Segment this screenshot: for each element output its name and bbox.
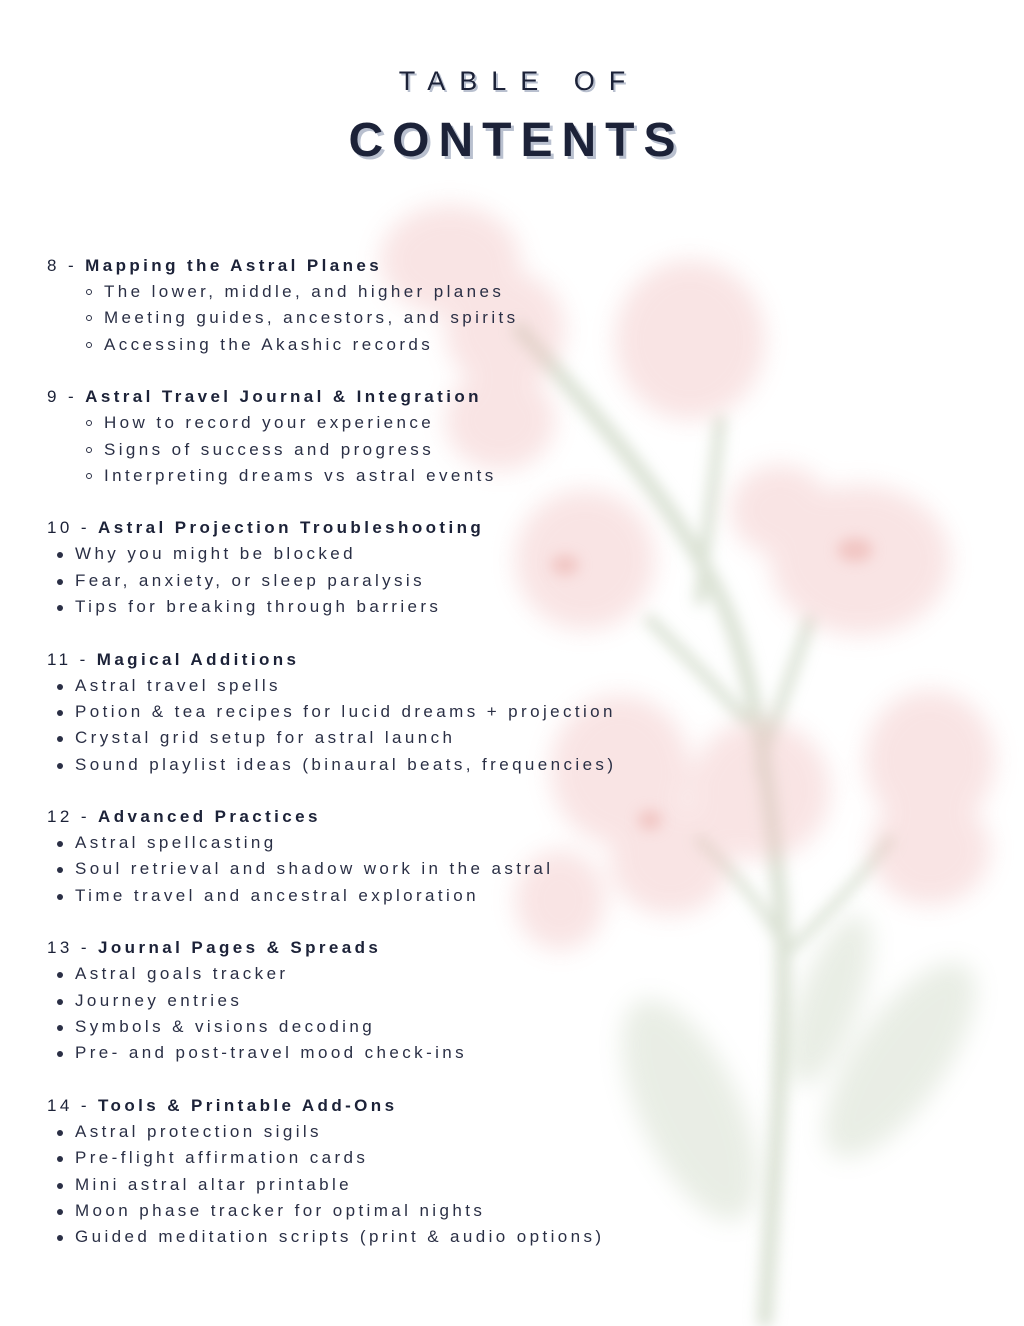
section-number: 9 xyxy=(47,387,60,407)
title-contents: CONTENTS xyxy=(348,114,685,167)
page-header xyxy=(0,66,1024,168)
section-items xyxy=(47,830,987,909)
list-item: Interpreting dreams vs astral events xyxy=(47,463,987,489)
section-number: 11 xyxy=(47,649,72,669)
list-item: Sound playlist ideas (binaural beats, frequencies) xyxy=(47,752,987,778)
section-items xyxy=(47,1119,987,1251)
section-title: Advanced Practices xyxy=(98,807,321,827)
list-item: Journey entries xyxy=(47,988,987,1014)
list-item: Pre- and post-travel mood check-ins xyxy=(47,1040,987,1066)
section-heading: 14 - Tools & Printable Add-Ons xyxy=(47,1095,398,1115)
toc-section-10 xyxy=(47,514,987,620)
section-items xyxy=(47,279,987,358)
title-table-of: TABLE OF xyxy=(398,66,640,96)
section-number: 8 xyxy=(47,256,60,275)
section-heading: 12 - Advanced Practices xyxy=(47,807,321,827)
list-item: The lower, middle, and higher planes xyxy=(47,279,987,305)
section-heading: 11 - Magical Additions xyxy=(47,649,300,669)
list-item: Astral travel spells xyxy=(47,673,987,699)
list-item: Moon phase tracker for optimal nights xyxy=(47,1198,987,1224)
section-items xyxy=(47,673,987,779)
toc-section-8 xyxy=(47,252,987,358)
list-item: Why you might be blocked xyxy=(47,541,987,567)
list-item: Astral spellcasting xyxy=(47,830,987,856)
section-number: 13 xyxy=(47,938,73,958)
list-item: Astral goals tracker xyxy=(47,961,987,987)
section-number: 14 xyxy=(47,1095,73,1115)
list-item: Accessing the Akashic records xyxy=(47,332,987,358)
section-items xyxy=(47,541,987,620)
toc-section-11 xyxy=(47,646,987,779)
toc-section-9 xyxy=(47,383,987,489)
section-title: Magical Additions xyxy=(96,649,300,669)
list-item: Crystal grid setup for astral launch xyxy=(47,725,987,751)
section-heading: 9 - Astral Travel Journal & Integration xyxy=(47,387,482,407)
section-title: Astral Travel Journal & Integration xyxy=(85,387,482,407)
list-item: Symbols & visions decoding xyxy=(47,1014,987,1040)
list-item: Meeting guides, ancestors, and spirits xyxy=(47,305,987,331)
section-items xyxy=(47,961,987,1067)
table-of-contents xyxy=(47,252,987,1276)
section-title: Astral Projection Troubleshooting xyxy=(98,518,485,538)
section-heading: 13 - Journal Pages & Spreads xyxy=(47,938,382,958)
section-heading: 8 - Mapping the Astral Planes xyxy=(47,256,383,275)
list-item: Guided meditation scripts (print & audio options) xyxy=(47,1224,987,1250)
list-item: Pre-flight affirmation cards xyxy=(47,1145,987,1171)
list-item: Time travel and ancestral exploration xyxy=(47,883,987,909)
section-number: 12 xyxy=(47,807,73,827)
toc-section-14 xyxy=(47,1092,987,1251)
list-item: Mini astral altar printable xyxy=(47,1172,987,1198)
list-item: Signs of success and progress xyxy=(47,437,987,463)
section-title: Mapping the Astral Planes xyxy=(85,256,383,275)
toc-section-12 xyxy=(47,803,987,909)
section-number: 10 xyxy=(47,518,73,538)
toc-section-13 xyxy=(47,934,987,1067)
list-item: Astral protection sigils xyxy=(47,1119,987,1145)
section-heading: 10 - Astral Projection Troubleshooting xyxy=(47,518,485,538)
section-title: Tools & Printable Add-Ons xyxy=(98,1095,398,1115)
section-items xyxy=(47,410,987,489)
section-title: Journal Pages & Spreads xyxy=(98,938,382,958)
list-item: Fear, anxiety, or sleep paralysis xyxy=(47,568,987,594)
list-item: Tips for breaking through barriers xyxy=(47,594,987,620)
list-item: Potion & tea recipes for lucid dreams + projection xyxy=(47,699,987,725)
list-item: Soul retrieval and shadow work in the astral xyxy=(47,856,987,882)
list-item: How to record your experience xyxy=(47,410,987,436)
